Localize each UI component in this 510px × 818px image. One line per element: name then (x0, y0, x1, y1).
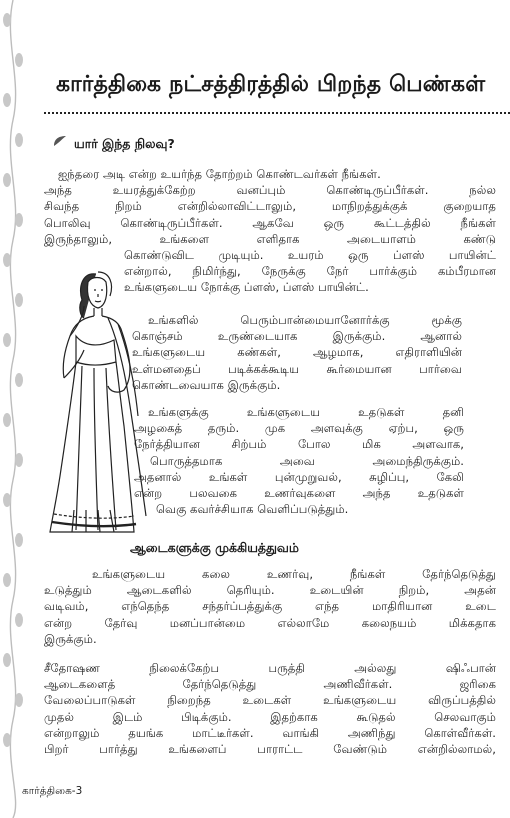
text-line: உங்களுடைய கண்கள், ஆழமாக, எதிராளியின் (132, 345, 462, 360)
woman-in-saree-illustration (38, 266, 158, 538)
section-heading: ஆடைகளுக்கு முக்கியத்துவம் (130, 540, 299, 555)
paragraph (132, 312, 462, 393)
paragraph (44, 566, 496, 647)
text-line: உங்களுடைய நோக்கு ப்ளஸ், ப்ளஸ் பாயின்ட். (124, 280, 369, 295)
heading-ornament-icon (52, 134, 68, 148)
text-line: பொருத்தமாக அவை அமைந்திருக்கும். (150, 453, 464, 468)
text-line: வடிவம், எந்தெந்த சந்தர்ப்பத்துக்கு எந்த மாதிரியான உடை (44, 599, 496, 614)
text-line: ஐந்தரை அடி என்ற உயர்ந்த தோற்றம் கொண்டவர்கள் நீங்கள். (58, 167, 381, 181)
text-line: உங்களில் பெரும்பான்மையானோர்க்கு மூக்கு (148, 313, 462, 327)
text-line: உங்களுக்கு உங்களுடைய உதடுகள் தனி (148, 405, 464, 419)
text-line: நேர்த்தியான சிற்பம் போல மிக அளவாக, (134, 437, 464, 452)
text-line: அழகைத் தரும். முக அளவுக்கு ஏற்ப, ஒரு (134, 421, 464, 436)
text-line: கொண்டவையாக இருக்கும். (132, 377, 281, 392)
title-divider (44, 112, 510, 114)
text-line: இருக்கும். (44, 631, 97, 646)
text-line: உள்மனதைப் படிக்கக்கூடிய கூர்மையான பார்வை (132, 361, 462, 376)
text-line: உடுத்தும் ஆடைகளில் தெரியும். உடையின் நிறம், அதன் (44, 583, 496, 598)
text-line: பிறர் பார்த்து உங்களைப் பாராட்ட வேண்டும் என்றில்லாமல், (44, 742, 496, 757)
text-line: முதல் இடம் பிடிக்கும். இதற்காக கூடுதல் செலவாகும் (44, 709, 496, 724)
text-line: கொண்டுவிட முடியும். உயரம் ஒரு ப்ளஸ் பாயின்ட் (124, 248, 496, 263)
paragraph (44, 660, 496, 757)
text-line: என்றால், நிமிர்ந்து, நேருக்கு நேர் பார்க்கும் கம்பீரமான (124, 264, 496, 279)
page-footer: கார்த்திகை-3 (22, 785, 83, 797)
text-line: பொலிவு கொண்டிருப்பீர்கள். ஆகவே ஒரு கூட்டத்தில் நீங்கள் (44, 215, 496, 230)
text-line: என்ற பலவகை உணர்வுகளை அந்த உதடுகள் (134, 486, 464, 501)
text-line: சிவந்த நிறம் என்றில்லாவிட்டாலும், மாநிறத்துக்குக் குறையாத (44, 199, 496, 214)
text-line: இருந்தாலும், உங்களை எளிதாக அடையாளம் கண்டு (44, 231, 496, 246)
text-line: அதனால் உங்கள் புன்முறுவல், சுழிப்பு, கேலி (134, 469, 464, 484)
text-line: கொஞ்சம் உருண்டையாக இருக்கும். ஆனால் (132, 329, 462, 344)
text-line: என்றாலும் தயங்க மாட்டீர்கள். வாங்கி அணிந்து கொள்வீர்கள். (44, 725, 496, 740)
text-line: என்ற தேர்வு மனப்பான்மை எல்லாமே கலைநயம் மிக்கதாக (44, 615, 496, 630)
vine-border-ornament (0, 0, 26, 818)
section-heading: யார் இந்த நிலவு? (74, 136, 175, 151)
text-line: வேலைப்பாடுகள் நிறைந்த உடைகள் உங்களுடைய விருப்பத்தில் (44, 693, 496, 708)
text-line: ஆடைகளைத் தேர்ந்தெடுத்து அணிவீர்கள். ஜரிகை (44, 677, 496, 692)
page-title: கார்த்திகை நட்சத்திரத்தில் பிறந்த பெண்கள் (56, 72, 486, 97)
text-line: சீதோஷண நிலைக்கேற்ப பருத்தி அல்லது ஷிஃபான் (44, 661, 496, 675)
paragraph (134, 404, 464, 517)
text-line: அந்த உயரத்துக்கேற்ற வனப்பும் கொண்டிருப்பீர்கள். நல்ல (44, 183, 496, 198)
text-line: உங்களுடைய கலை உணர்வு, நீங்கள் தேர்ந்தெடுத்து (92, 567, 496, 581)
text-line: வெகு கவர்ச்சியாக வெளிப்படுத்தும். (156, 502, 349, 517)
